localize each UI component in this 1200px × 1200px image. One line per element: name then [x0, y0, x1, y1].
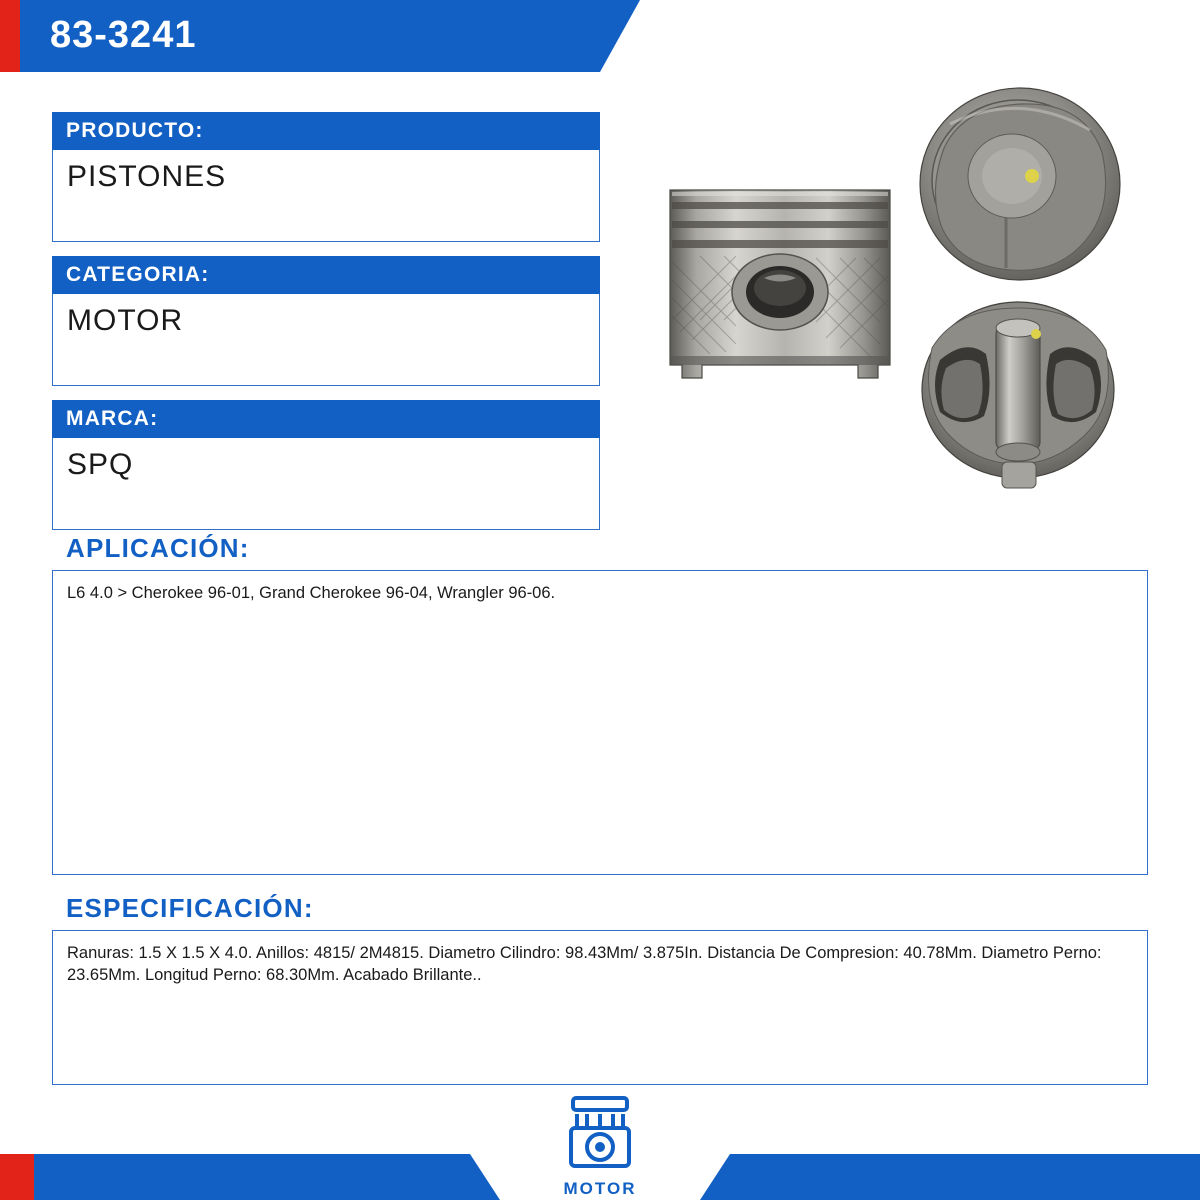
- footer-left-bar: [0, 1154, 470, 1200]
- field-marca: [52, 400, 600, 530]
- field-marca-label: MARCA:: [52, 400, 600, 438]
- page-header: [0, 0, 1200, 72]
- field-producto-value: PISTONES: [67, 160, 227, 193]
- field-producto-label: PRODUCTO:: [52, 112, 600, 150]
- aplicacion-heading: APLICACIÓN:: [66, 533, 250, 563]
- field-categoria-value: MOTOR: [67, 304, 184, 337]
- especificacion-text: Ranuras: 1.5 X 1.5 X 4.0. Anillos: 4815/ 2M4815. Diametro Cilindro: 98.43Mm/ 3.875In. Distancia De Compresion: 40.78Mm. Diametro Perno: 23.65Mm. Longitud Perno: 68.30Mm. Acabado Brillante..: [67, 944, 1102, 984]
- aplicacion-box: [52, 570, 1148, 875]
- piston-icon: [557, 1092, 643, 1177]
- field-producto-value-box: [52, 150, 600, 242]
- piston-side-view: [670, 190, 890, 378]
- field-categoria-label: CATEGORIA:: [52, 256, 600, 294]
- piston-crown-view: [920, 88, 1120, 280]
- footer-category-badge: [500, 1090, 700, 1200]
- especificacion-box: [52, 930, 1148, 1085]
- especificacion-heading: ESPECIFICACIÓN:: [66, 893, 314, 923]
- field-categoria-value-box: [52, 294, 600, 386]
- field-producto: [52, 112, 600, 242]
- field-marca-value-box: [52, 438, 600, 530]
- aplicacion-text: L6 4.0 > Cherokee 96-01, Grand Cherokee 96-04, Wrangler 96-06.: [67, 584, 556, 602]
- field-marca-value: SPQ: [67, 448, 134, 481]
- product-image: [640, 80, 1160, 510]
- page-title: 83-3241: [50, 14, 197, 56]
- footer-label: MOTOR: [563, 1179, 637, 1198]
- footer-red-accent: [0, 1154, 34, 1200]
- field-categoria: [52, 256, 600, 386]
- footer-right-bar: [730, 1154, 1200, 1200]
- piston-underside-view: [922, 302, 1114, 488]
